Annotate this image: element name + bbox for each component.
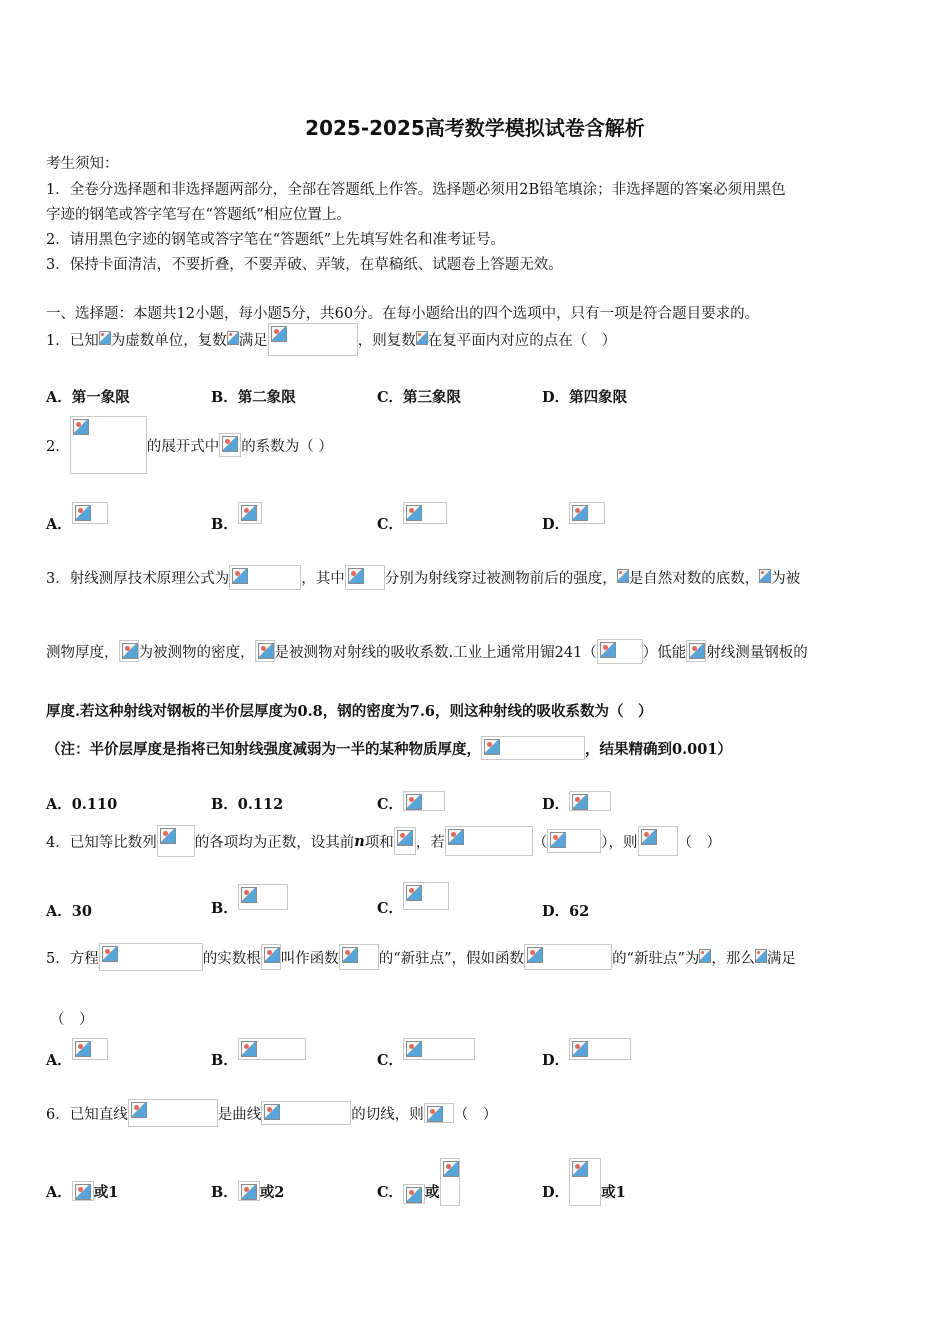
formula-image <box>755 949 767 965</box>
question-5 <box>46 940 796 974</box>
formula-image <box>699 949 711 965</box>
formula-image <box>569 791 611 811</box>
formula-image <box>638 826 678 856</box>
formula-image <box>119 640 139 662</box>
q2-text: 2． <box>46 438 70 455</box>
q6-text: 的切线，则 <box>351 1106 424 1123</box>
option-text: 或 <box>425 1184 440 1201</box>
formula-image <box>569 502 605 524</box>
q3-text: ，其中 <box>301 570 345 587</box>
q5-option-d <box>542 1036 631 1070</box>
formula-image <box>128 1099 218 1127</box>
q6-text: 6．已知直线 <box>46 1106 128 1123</box>
q1-text: 满足 <box>238 332 268 349</box>
q3-option-c <box>377 788 445 814</box>
q3-text: ，结果精确到0.001） <box>585 740 732 758</box>
question-3-line3: 厚度.若这种射线对钢板的半价层厚度为0.8，钢的密度为7.6，则这种射线的吸收系数为（ ） <box>46 703 653 720</box>
q3-text: 测物厚度， <box>46 644 119 661</box>
q5-text: 5．方程 <box>46 950 99 967</box>
q6-option-b <box>211 1176 284 1206</box>
page-title: 2025-2025高考数学模拟试卷含解析 <box>305 116 645 140</box>
formula-image <box>268 323 358 356</box>
formula-image <box>524 944 612 970</box>
question-3-line2 <box>46 634 808 668</box>
option-label: C． <box>377 1052 404 1069</box>
formula-image <box>238 1038 306 1060</box>
q4-text: ，若 <box>415 834 445 851</box>
formula-image <box>255 640 275 662</box>
notice-item: 2．请用黑色字迹的钢笔或答字笔在“答题纸”上先填写姓名和准考证号。 <box>46 232 506 248</box>
formula-image <box>440 1158 460 1206</box>
formula-image <box>219 433 241 457</box>
question-2 <box>46 416 333 474</box>
option-text: 或1 <box>601 1184 626 1201</box>
option-label: B． <box>211 900 238 917</box>
formula-image <box>403 791 445 811</box>
q3-text: （注：半价层厚度是指将已知射线强度减弱为一半的某种物质厚度， <box>46 740 481 758</box>
q1-option-b: B．第二象限 <box>211 389 296 406</box>
formula-image <box>424 1103 454 1123</box>
q3-text: ）低能 <box>642 644 687 661</box>
question-6 <box>46 1096 497 1130</box>
q4-text: （ ） <box>677 834 722 851</box>
q4-option-d: D．62 <box>542 903 590 920</box>
option-label: C． <box>377 516 404 533</box>
formula-image <box>345 565 385 590</box>
q2-option-c <box>377 500 447 534</box>
q3-text: 分别为射线穿过被测物前后的强度， <box>384 570 617 587</box>
formula-image <box>617 569 629 585</box>
formula-image <box>481 736 585 760</box>
q4-option-b <box>211 884 288 918</box>
option-label: B． <box>211 1183 238 1201</box>
q3-option-b: B．0.112 <box>211 796 284 813</box>
q3-text: 为被测物的密度， <box>138 644 255 661</box>
q5-text: 叫作函数 <box>280 950 339 967</box>
formula-image <box>547 829 601 853</box>
formula-image <box>569 1038 631 1060</box>
q5-text: 的“新驻点”，假如函数 <box>378 950 525 967</box>
notice-item: 3．保持卡面清洁，不要折叠，不要弄破、弄皱，在草稿纸、试题卷上答题无效。 <box>46 257 563 273</box>
formula-image <box>238 1181 260 1201</box>
formula-image <box>569 1158 601 1206</box>
option-label: D． <box>542 1184 570 1201</box>
question-1 <box>46 322 616 356</box>
q1-option-d: D．第四象限 <box>542 389 628 406</box>
q4-text: 的各项均为正数，设其前 <box>194 834 355 851</box>
option-label: D． <box>542 796 570 813</box>
formula-image <box>99 331 111 347</box>
formula-image <box>227 331 239 347</box>
option-label: A． <box>46 1052 72 1069</box>
q5-text: ，那么 <box>711 950 755 967</box>
q5-option-b <box>211 1036 306 1070</box>
option-label: D． <box>542 516 570 533</box>
option-label: D． <box>542 1052 570 1069</box>
formula-image <box>416 331 428 347</box>
q5-text: 的实数根 <box>202 950 261 967</box>
formula-image <box>686 640 706 662</box>
option-label: A． <box>46 516 72 533</box>
q4-variable: n <box>354 832 365 850</box>
formula-image <box>157 825 195 857</box>
q5-text: 的“新驻点”为 <box>612 950 700 967</box>
formula-image <box>72 502 108 524</box>
option-label: C． <box>377 900 404 917</box>
section-heading: 一、选择题：本题共12小题，每小题5分，共60分。在每小题给出的四个选项中，只有一项是符合题目要求的。 <box>46 306 760 322</box>
formula-image <box>339 944 379 970</box>
notice-item: 字迹的钢笔或答字笔写在“答题纸”相应位置上。 <box>46 207 351 223</box>
option-label: C． <box>377 1184 404 1201</box>
question-4 <box>46 824 721 858</box>
formula-image <box>229 565 301 590</box>
option-label: C． <box>377 796 404 813</box>
q3-option-a: A．0.110 <box>46 796 118 813</box>
q2-text: 的系数为（ ） <box>241 438 333 455</box>
q4-text: ），则 <box>601 834 638 851</box>
formula-image <box>70 416 147 474</box>
q4-text: 4．已知等比数列 <box>46 834 157 851</box>
q3-option-d <box>542 788 611 814</box>
formula-image <box>403 1038 475 1060</box>
q3-text: 是自然对数的底数， <box>628 570 760 587</box>
q5-answer-paren: （ ） <box>50 1012 94 1028</box>
option-text: 或1 <box>93 1183 119 1201</box>
q4-text: （ <box>532 834 548 851</box>
notice-item: 1．全卷分选择题和非选择题两部分，全部在答题纸上作答。选择题必须用2B铅笔填涂；非选择题的答案必须用黑色 <box>46 182 786 198</box>
option-text: 或2 <box>259 1183 285 1201</box>
q6-text: （ ） <box>453 1106 498 1123</box>
formula-image <box>238 502 262 524</box>
formula-image <box>72 1038 108 1060</box>
q3-text: 为被 <box>771 570 801 587</box>
formula-image <box>99 943 203 971</box>
formula-image <box>759 569 771 585</box>
q6-option-c <box>377 1156 460 1206</box>
formula-image <box>72 1181 94 1201</box>
q4-text: 项和 <box>364 834 394 851</box>
formula-image <box>403 1184 425 1204</box>
q6-text: 是曲线 <box>217 1106 262 1123</box>
q1-text: 1．已知 <box>46 332 99 349</box>
q4-option-c <box>377 884 449 918</box>
q3-text: 3．射线测厚技术原理公式为 <box>46 570 230 587</box>
q2-option-b <box>211 500 262 534</box>
q6-option-a <box>46 1176 118 1206</box>
q1-option-a: A．第一象限 <box>46 389 130 406</box>
question-3-line1 <box>46 560 800 594</box>
option-label: B． <box>211 516 238 533</box>
notice-heading: 考生须知： <box>46 156 119 172</box>
formula-image <box>445 826 533 856</box>
q3-text: 是被测物对射线的吸收系数.工业上通常用镅241（ <box>274 644 597 661</box>
formula-image <box>403 502 447 524</box>
option-label: B． <box>211 1052 238 1069</box>
formula-image <box>261 1101 351 1125</box>
q5-text: 满足 <box>766 950 796 967</box>
formula-image <box>597 639 643 664</box>
formula-image <box>403 882 449 910</box>
option-label: A． <box>46 1183 72 1201</box>
q6-option-d <box>542 1156 626 1206</box>
q2-option-a <box>46 500 108 534</box>
q3-text: 射线测量钢板的 <box>706 644 808 661</box>
q5-option-a <box>46 1036 108 1070</box>
q1-text: 在复平面内对应的点在（ ） <box>427 332 617 349</box>
q4-option-a: A．30 <box>46 903 92 920</box>
q2-text: 的展开式中 <box>146 438 220 455</box>
formula-image <box>261 944 281 970</box>
q5-option-c <box>377 1036 475 1070</box>
question-3-note <box>46 731 732 765</box>
q2-option-d <box>542 500 605 534</box>
formula-image <box>238 884 288 910</box>
q1-text: ，则复数 <box>357 332 416 349</box>
formula-image <box>394 827 416 855</box>
q1-text: 为虚数单位，复数 <box>110 332 227 349</box>
q1-option-c: C．第三象限 <box>377 389 462 406</box>
